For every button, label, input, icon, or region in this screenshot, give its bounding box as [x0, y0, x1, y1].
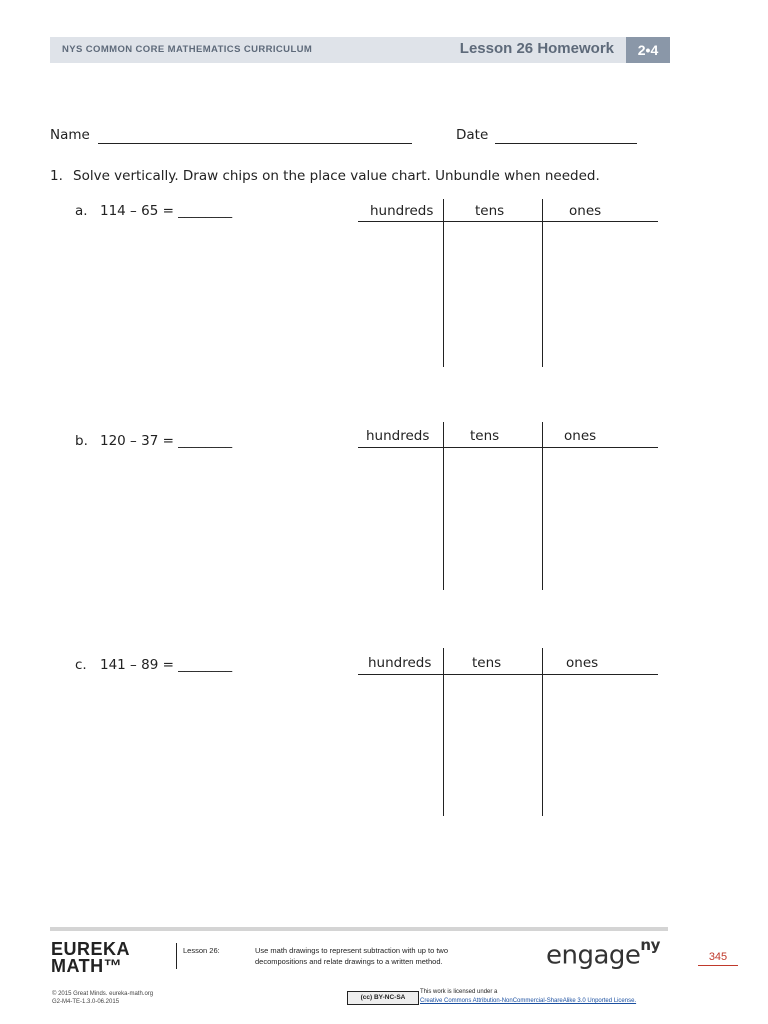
- question-number: 1.: [50, 168, 63, 184]
- copyright-line-1: © 2015 Great Minds. eureka-math.org: [52, 991, 154, 997]
- problem-expression-c: 141 – 89 = ________: [100, 657, 233, 673]
- logo-line-2: MATH™: [51, 956, 123, 976]
- place-value-chart-a: [358, 199, 658, 367]
- chart-header-line: [358, 447, 658, 448]
- place-value-chart-c: [358, 648, 658, 816]
- copyright-line-2: G2-M4-TE-1.3.0-06.2015: [52, 999, 120, 1005]
- question-instructions: Solve vertically. Draw chips on the place value chart. Unbundle when needed.: [73, 168, 600, 184]
- name-field[interactable]: [98, 143, 412, 144]
- copyright: [52, 990, 153, 1006]
- module-badge: 2•4: [626, 37, 670, 63]
- eureka-math-logo: [51, 941, 130, 975]
- column-hundreds: hundreds: [366, 428, 430, 444]
- name-label: Name: [50, 127, 90, 143]
- license-text: This work is licensed under a: [420, 989, 498, 995]
- problem-expression-a: 114 – 65 = ________: [100, 203, 233, 219]
- header-bar: [50, 37, 670, 63]
- footer-divider: [50, 927, 668, 931]
- column-ones: ones: [569, 203, 602, 219]
- place-value-chart-b: [358, 422, 658, 590]
- column-tens: tens: [472, 655, 502, 671]
- footer-description-line-1: Use math drawings to represent subtraction with up to two: [255, 946, 449, 955]
- chart-header-line: [358, 674, 658, 675]
- chart-divider: [542, 422, 543, 590]
- problem-label-a: a.: [75, 203, 88, 219]
- column-ones: ones: [566, 655, 599, 671]
- column-hundreds: hundreds: [368, 655, 432, 671]
- footer-description-line-2: decompositions and relate drawings to a written method.: [255, 957, 443, 966]
- chart-divider: [443, 648, 444, 816]
- chart-divider: [443, 422, 444, 590]
- lesson-title: Lesson 26 Homework: [459, 40, 614, 57]
- engageny-logo: [546, 936, 660, 971]
- column-hundreds: hundreds: [370, 203, 434, 219]
- chart-divider: [542, 199, 543, 367]
- chart-header-line: [358, 221, 658, 222]
- problem-expression-b: 120 – 37 = ________: [100, 433, 233, 449]
- footer-description: [255, 945, 448, 967]
- chart-divider: [542, 648, 543, 816]
- column-tens: tens: [475, 203, 505, 219]
- engage-text: engage: [546, 940, 641, 971]
- footer-lesson-label: Lesson 26:: [183, 946, 220, 955]
- problem-label-b: b.: [75, 433, 88, 449]
- date-field[interactable]: [495, 143, 637, 144]
- ny-text: ny: [640, 936, 660, 954]
- logo-line-1: EUREKA: [51, 939, 131, 959]
- footer-separator: [176, 943, 177, 969]
- curriculum-title: NYS COMMON CORE MATHEMATICS CURRICULUM: [62, 44, 313, 55]
- chart-divider: [443, 199, 444, 367]
- page-number: 345: [698, 951, 738, 966]
- license-link[interactable]: Creative Commons Attribution-NonCommercial-ShareAlike 3.0 Unported License.: [420, 998, 637, 1004]
- column-tens: tens: [470, 428, 500, 444]
- column-ones: ones: [564, 428, 597, 444]
- date-label: Date: [456, 127, 489, 143]
- problem-label-c: c.: [75, 657, 87, 673]
- cc-license-badge: (cc) BY-NC-SA: [347, 991, 419, 1005]
